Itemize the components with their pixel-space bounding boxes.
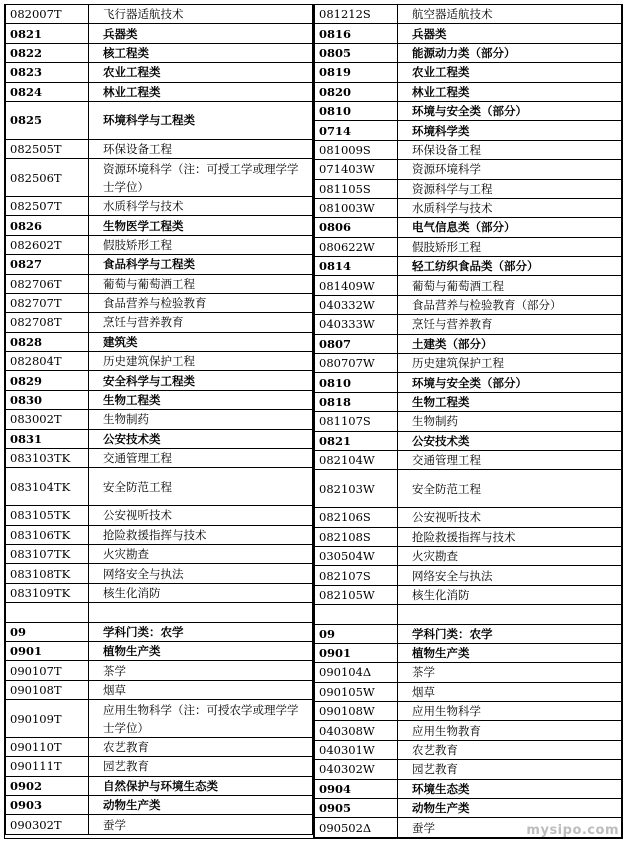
major-name: 应用生物科学（注：可授农学或理学学士学位） — [89, 700, 313, 738]
major-code: 0806 — [315, 218, 398, 237]
major-code: 040332W — [315, 295, 398, 314]
table-row — [315, 663, 622, 682]
major-name: 环境与安全类（部分） — [398, 101, 622, 120]
major-name: 轻工纺织食品类（部分） — [398, 257, 622, 276]
major-code: 0829 — [6, 371, 89, 390]
major-name: 公安技术类 — [398, 431, 622, 450]
major-code: 090502Δ — [315, 818, 398, 837]
major-name: 生物制药 — [398, 412, 622, 431]
table-row — [6, 468, 313, 506]
major-code: 083108TK — [6, 564, 89, 583]
major-name: 学科门类：农学 — [89, 622, 313, 641]
table-row — [315, 682, 622, 701]
major-name: 生物医学工程类 — [89, 216, 313, 235]
major-code: 0901 — [315, 643, 398, 662]
table-row — [6, 661, 313, 680]
table-row — [6, 255, 313, 274]
table-row — [6, 583, 313, 602]
table-row — [315, 624, 622, 643]
major-code — [6, 603, 89, 622]
table-row — [315, 450, 622, 469]
major-code: 0820 — [315, 82, 398, 101]
major-name: 水质科学与技术 — [89, 196, 313, 215]
major-name: 抢险救援指挥与技术 — [89, 525, 313, 544]
major-code: 080622W — [315, 237, 398, 256]
major-code: 082708T — [6, 313, 89, 332]
table-row — [315, 24, 622, 43]
table-row — [6, 564, 313, 583]
table-row — [6, 622, 313, 641]
major-code: 0828 — [6, 332, 89, 351]
major-name: 土建类（部分） — [398, 334, 622, 353]
table-row — [315, 237, 622, 256]
major-name: 蚕学 — [398, 818, 622, 837]
major-code: 082104W — [315, 450, 398, 469]
table-row — [315, 354, 622, 373]
table-row — [6, 506, 313, 525]
table-row — [6, 313, 313, 332]
major-code: 090104Δ — [315, 663, 398, 682]
major-code: 040308W — [315, 721, 398, 740]
table-row — [315, 643, 622, 662]
major-name: 自然保护与环境生态类 — [89, 776, 313, 795]
major-name: 动物生产类 — [398, 799, 622, 818]
major-code: 083104TK — [6, 468, 89, 506]
major-name: 安全防范工程 — [89, 468, 313, 506]
major-code: 082107S — [315, 566, 398, 585]
major-name: 环境科学与工程类 — [89, 101, 313, 139]
major-code: 083106TK — [6, 525, 89, 544]
major-table — [4, 4, 623, 839]
major-name: 核工程类 — [89, 43, 313, 62]
table-row — [6, 274, 313, 293]
major-code: 0821 — [6, 24, 89, 43]
major-code: 081107S — [315, 412, 398, 431]
right-column — [314, 5, 623, 839]
major-name: 火灾勘查 — [89, 544, 313, 563]
major-code: 082707T — [6, 293, 89, 312]
major-code: 083109TK — [6, 583, 89, 602]
left-sub-table — [5, 5, 313, 835]
major-code: 090302T — [6, 815, 89, 834]
table-row — [315, 431, 622, 450]
major-code: 082706T — [6, 274, 89, 293]
major-name: 园艺教育 — [89, 757, 313, 776]
major-name: 历史建筑保护工程 — [89, 352, 313, 371]
major-code: 083103TK — [6, 449, 89, 468]
major-code: 082106S — [315, 508, 398, 527]
major-code: 071403W — [315, 160, 398, 179]
major-name: 资源科学与工程 — [398, 179, 622, 198]
table-row — [315, 160, 622, 179]
table-row — [315, 721, 622, 740]
table-row — [6, 410, 313, 429]
major-name — [89, 603, 313, 622]
major-code: 082103W — [315, 470, 398, 508]
major-name: 蚕学 — [89, 815, 313, 834]
major-name: 历史建筑保护工程 — [398, 354, 622, 373]
major-code: 0823 — [6, 63, 89, 82]
major-name: 环保设备工程 — [89, 139, 313, 158]
table-row — [6, 525, 313, 544]
table-row — [315, 5, 622, 24]
table-row — [6, 43, 313, 62]
major-code: 0807 — [315, 334, 398, 353]
table-row — [315, 218, 622, 237]
major-code: 0821 — [315, 431, 398, 450]
table-row — [315, 373, 622, 392]
major-name: 食品营养与检验教育 — [89, 293, 313, 312]
table-row — [315, 740, 622, 759]
major-name: 生物工程类 — [398, 392, 622, 411]
table-row — [6, 429, 313, 448]
table-row — [6, 544, 313, 563]
table-row — [6, 700, 313, 738]
major-name: 生物制药 — [89, 410, 313, 429]
major-name: 建筑类 — [89, 332, 313, 351]
major-code: 083107TK — [6, 544, 89, 563]
table-row — [6, 159, 313, 197]
major-code: 081003W — [315, 198, 398, 217]
major-code: 082602T — [6, 235, 89, 254]
major-code: 090111T — [6, 757, 89, 776]
major-code: 083002T — [6, 410, 89, 429]
table-row — [315, 315, 622, 334]
major-name: 茶学 — [89, 661, 313, 680]
major-code: 0810 — [315, 373, 398, 392]
table-row — [6, 815, 313, 834]
table-row — [6, 390, 313, 409]
table-row — [315, 179, 622, 198]
major-code: 090108T — [6, 680, 89, 699]
major-name: 假肢矫形工程 — [89, 235, 313, 254]
table-row — [315, 470, 622, 508]
major-name: 农业工程类 — [89, 63, 313, 82]
table-row — [315, 605, 622, 624]
table-row — [315, 527, 622, 546]
major-name — [398, 605, 622, 624]
major-code: 082506T — [6, 159, 89, 197]
major-name: 抢险救援指挥与技术 — [398, 527, 622, 546]
major-name: 资源环境科学 — [398, 160, 622, 179]
major-code: 0902 — [6, 776, 89, 795]
major-name: 环境科学类 — [398, 121, 622, 140]
major-code: 0714 — [315, 121, 398, 140]
major-name: 茶学 — [398, 663, 622, 682]
major-code: 0822 — [6, 43, 89, 62]
major-code: 0827 — [6, 255, 89, 274]
table-row — [6, 293, 313, 312]
table-row — [6, 603, 313, 622]
table-row — [6, 371, 313, 390]
major-code: 082105W — [315, 585, 398, 604]
major-name: 农艺教育 — [398, 740, 622, 759]
major-code: 090110T — [6, 737, 89, 756]
table-row — [315, 799, 622, 818]
major-name: 烹饪与营养教育 — [89, 313, 313, 332]
major-name: 兵器类 — [89, 24, 313, 43]
major-code: 09 — [6, 622, 89, 641]
major-name: 公安视听技术 — [89, 506, 313, 525]
major-code: 0904 — [315, 779, 398, 798]
major-name: 农业工程类 — [398, 63, 622, 82]
table-row — [315, 702, 622, 721]
major-code: 083105TK — [6, 506, 89, 525]
major-name: 烟草 — [89, 680, 313, 699]
major-code: 030504W — [315, 546, 398, 565]
major-name: 核生化消防 — [89, 583, 313, 602]
major-name: 电气信息类（部分） — [398, 218, 622, 237]
major-code: 0825 — [6, 101, 89, 139]
table-row — [315, 257, 622, 276]
table-row — [6, 196, 313, 215]
major-name: 资源环境科学（注：可授工学或理学学士学位） — [89, 159, 313, 197]
table-row — [6, 352, 313, 371]
table-row — [315, 566, 622, 585]
major-name: 安全科学与工程类 — [89, 371, 313, 390]
table-row — [315, 392, 622, 411]
major-code: 082007T — [6, 5, 89, 24]
major-name: 烹饪与营养教育 — [398, 315, 622, 334]
major-name: 交通管理工程 — [398, 450, 622, 469]
table-row — [315, 43, 622, 62]
table-row — [315, 140, 622, 159]
table-row — [315, 585, 622, 604]
table-row — [315, 412, 622, 431]
major-code: 040302W — [315, 760, 398, 779]
major-code: 0903 — [6, 796, 89, 815]
major-code: 0830 — [6, 390, 89, 409]
table-row — [6, 139, 313, 158]
table-row — [6, 449, 313, 468]
major-code: 0816 — [315, 24, 398, 43]
major-code: 082804T — [6, 352, 89, 371]
major-code: 040333W — [315, 315, 398, 334]
major-code: 040301W — [315, 740, 398, 759]
major-code: 0826 — [6, 216, 89, 235]
major-name: 假肢矫形工程 — [398, 237, 622, 256]
major-name: 网络安全与执法 — [398, 566, 622, 585]
table-row — [6, 737, 313, 756]
major-code: 0818 — [315, 392, 398, 411]
major-name: 能源动力类（部分） — [398, 43, 622, 62]
major-name: 葡萄与葡萄酒工程 — [89, 274, 313, 293]
major-name: 生物工程类 — [89, 390, 313, 409]
major-code: 090105W — [315, 682, 398, 701]
major-name: 葡萄与葡萄酒工程 — [398, 276, 622, 295]
major-name: 食品营养与检验教育（部分） — [398, 295, 622, 314]
major-name: 食品科学与工程类 — [89, 255, 313, 274]
major-name: 环保设备工程 — [398, 140, 622, 159]
major-code: 081105S — [315, 179, 398, 198]
major-code: 082507T — [6, 196, 89, 215]
table-row — [6, 63, 313, 82]
table-row — [6, 796, 313, 815]
table-row — [315, 63, 622, 82]
table-row — [6, 641, 313, 660]
major-code: 081409W — [315, 276, 398, 295]
major-name: 应用生物科学 — [398, 702, 622, 721]
major-code: 082108S — [315, 527, 398, 546]
table-row — [315, 276, 622, 295]
table-row — [315, 82, 622, 101]
major-name: 学科门类：农学 — [398, 624, 622, 643]
major-code: 0819 — [315, 63, 398, 82]
left-column — [5, 5, 314, 839]
table-row — [6, 216, 313, 235]
major-code: 0805 — [315, 43, 398, 62]
major-name: 公安视听技术 — [398, 508, 622, 527]
major-code: 0901 — [6, 641, 89, 660]
right-sub-table — [314, 5, 622, 838]
major-code — [315, 605, 398, 624]
major-name: 烟草 — [398, 682, 622, 701]
major-name: 公安技术类 — [89, 429, 313, 448]
major-code: 090108W — [315, 702, 398, 721]
table-row — [6, 24, 313, 43]
table-row — [6, 235, 313, 254]
major-name: 火灾勘查 — [398, 546, 622, 565]
table-row — [315, 295, 622, 314]
table-row — [6, 680, 313, 699]
table-row — [315, 101, 622, 120]
major-name: 农艺教育 — [89, 737, 313, 756]
major-code: 0831 — [6, 429, 89, 448]
table-row — [6, 757, 313, 776]
major-name: 交通管理工程 — [89, 449, 313, 468]
major-name: 安全防范工程 — [398, 470, 622, 508]
major-code: 080707W — [315, 354, 398, 373]
watermark: mysipo.com — [526, 823, 619, 838]
major-code: 0824 — [6, 82, 89, 101]
major-name: 林业工程类 — [398, 82, 622, 101]
table-row — [6, 82, 313, 101]
major-code: 081212S — [315, 5, 398, 24]
table-row — [315, 779, 622, 798]
table-row — [6, 776, 313, 795]
table-row — [315, 121, 622, 140]
major-code: 09 — [315, 624, 398, 643]
major-name: 水质科学与技术 — [398, 198, 622, 217]
major-name: 网络安全与执法 — [89, 564, 313, 583]
major-name: 环境生态类 — [398, 779, 622, 798]
table-row — [6, 101, 313, 139]
major-code: 090109T — [6, 700, 89, 738]
major-name: 植物生产类 — [398, 643, 622, 662]
table-row — [315, 334, 622, 353]
major-name: 核生化消防 — [398, 585, 622, 604]
table-row — [315, 198, 622, 217]
comparison-table — [4, 4, 621, 839]
major-code: 0814 — [315, 257, 398, 276]
major-name: 园艺教育 — [398, 760, 622, 779]
major-name: 林业工程类 — [89, 82, 313, 101]
table-row — [6, 5, 313, 24]
major-name: 植物生产类 — [89, 641, 313, 660]
major-code: 081009S — [315, 140, 398, 159]
table-row — [315, 508, 622, 527]
table-row — [315, 760, 622, 779]
major-code: 082505T — [6, 139, 89, 158]
major-code: 0810 — [315, 101, 398, 120]
major-name: 航空器适航技术 — [398, 5, 622, 24]
table-row — [315, 546, 622, 565]
table-row — [6, 332, 313, 351]
major-name: 飞行器适航技术 — [89, 5, 313, 24]
major-name: 环境与安全类（部分） — [398, 373, 622, 392]
major-name: 应用生物教育 — [398, 721, 622, 740]
major-name: 兵器类 — [398, 24, 622, 43]
major-name: 动物生产类 — [89, 796, 313, 815]
major-code: 090107T — [6, 661, 89, 680]
major-code: 0905 — [315, 799, 398, 818]
